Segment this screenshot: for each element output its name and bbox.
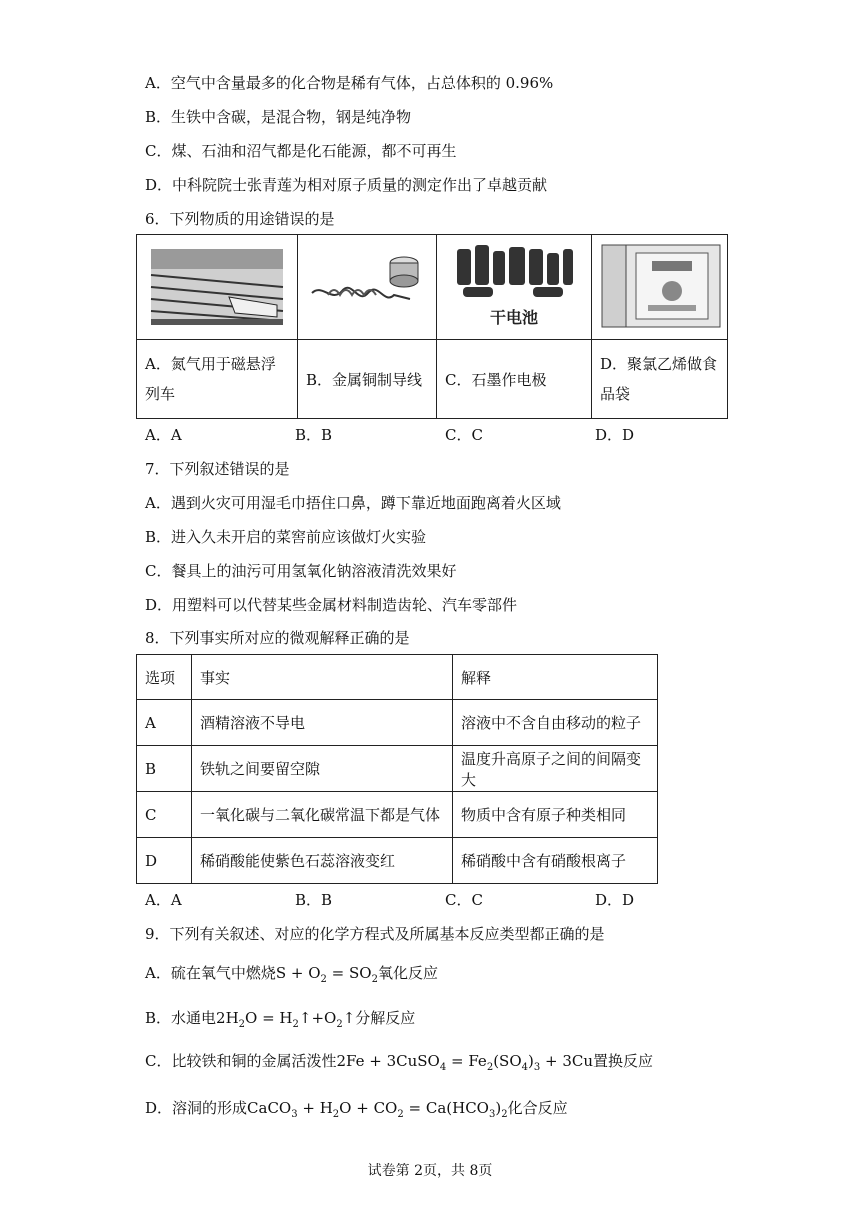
q8-option-c: C．C: [445, 891, 483, 909]
q5-option-c: C．煤、石油和沼气都是化石能源，都不可再生: [145, 142, 457, 160]
q8-cell: 稀硝酸能使紫色石蕊溶液变红: [192, 838, 453, 884]
q8-header-fact: 事实: [192, 655, 453, 700]
q9-stem: 9．下列有关叙述、对应的化学方程式及所属基本反应类型都正确的是: [145, 925, 605, 943]
q9-option-c: [145, 1051, 653, 1078]
q7-option-a: A．遇到火灾可用湿毛巾捂住口鼻，蹲下靠近地面跑离着火区域: [145, 494, 561, 512]
q6-caption-c: C．石墨作电极: [437, 340, 592, 419]
page-footer: 试卷第 2页，共 8页: [367, 1163, 493, 1179]
maglev-train-image: [137, 235, 298, 340]
table-row: [137, 746, 658, 792]
q5-option-d: D．中科院院士张青莲为相对原子质量的测定作出了卓越贡献: [145, 176, 548, 194]
q8-cell: 溶液中不含自由移动的粒子: [453, 700, 658, 746]
q8-cell: 一氧化碳与二氧化碳常温下都是气体: [192, 792, 453, 838]
q8-cell: A: [137, 700, 192, 746]
q9-b-equation: $2H_2O$ = $H_2↑+O_2↑$: [216, 1009, 356, 1030]
copper-wire-picture: [298, 235, 436, 335]
battery-label: 干电池: [489, 308, 539, 327]
q6-caption-d: D．聚氯乙烯做食品袋: [592, 340, 728, 419]
q9-d-prefix: D．溶洞的形成: [145, 1099, 248, 1117]
q8-cell: 物质中含有原子种类相同: [453, 792, 658, 838]
q9-b-type: 分解反应: [355, 1009, 416, 1027]
q7-option-c: C．餐具上的油污可用氢氧化钠溶液清洗效果好: [145, 562, 457, 580]
q9-c-equation: 2Fe + 3CuSO$_4$ = $Fe_2(SO_4)_3 + 3Cu$: [336, 1052, 594, 1073]
q6-option-b: B．B: [295, 426, 333, 444]
q8-cell: C: [137, 792, 192, 838]
q5-option-b: B．生铁中含碳，是混合物，钢是纯净物: [145, 108, 412, 126]
food-bag-image: [592, 235, 728, 340]
q9-a-equation: $S + O_2 = SO_2$: [275, 964, 378, 985]
q6-stem: 6．下列物质的用途错误的是: [145, 210, 335, 228]
q9-c-prefix: C．比较铁和铜的金属活泼性: [145, 1052, 337, 1070]
table-row: [137, 700, 658, 746]
q9-a-type: 氧化反应: [377, 964, 438, 982]
q8-cell: 温度升高原子之间的间隔变大: [453, 746, 658, 792]
q8-cell: 酒精溶液不导电: [192, 700, 453, 746]
q6-caption-b: B．金属铜制导线: [298, 340, 437, 419]
q9-option-d: [145, 1098, 568, 1125]
maglev-train-picture: [137, 235, 297, 335]
q6-option-d: D．D: [595, 426, 635, 444]
q8-cell: D: [137, 838, 192, 884]
q7-option-b: B．进入久未开启的菜窖前应该做灯火实验: [145, 528, 427, 546]
copper-wire-image: [298, 235, 437, 340]
table-row: [137, 792, 658, 838]
q9-option-a: [145, 963, 438, 990]
q8-cell: B: [137, 746, 192, 792]
food-bag-picture: [592, 235, 727, 335]
q5-option-a: A．空气中含量最多的化合物是稀有气体，占总体积的 0.96%: [145, 74, 554, 92]
battery-picture: [437, 235, 591, 335]
q8-table: [136, 654, 658, 884]
q8-option-d: D．D: [595, 891, 635, 909]
q6-image-table: [136, 234, 728, 419]
q9-b-prefix: B．水通电: [145, 1009, 217, 1027]
q8-cell: 铁轨之间要留空隙: [192, 746, 453, 792]
q8-header-explanation: 解释: [453, 655, 658, 700]
q8-option-a: A．A: [145, 891, 182, 909]
dry-battery-image: [437, 235, 592, 340]
q9-option-b: [145, 1008, 415, 1035]
q6-option-a: A．A: [145, 426, 182, 444]
q6-option-c: C．C: [445, 426, 483, 444]
q8-cell: 稀硝酸中含有硝酸根离子: [453, 838, 658, 884]
table-row: [137, 838, 658, 884]
q8-stem: 8．下列事实所对应的微观解释正确的是: [145, 629, 410, 647]
q6-caption-a: A．氮气用于磁悬浮列车: [137, 340, 298, 419]
q9-d-type: 化合反应: [507, 1099, 568, 1117]
q9-a-prefix: A．硫在氧气中燃烧: [145, 964, 276, 982]
q8-option-b: B．B: [295, 891, 333, 909]
q7-stem: 7．下列叙述错误的是: [145, 460, 290, 478]
q7-option-d: D．用塑料可以代替某些金属材料制造齿轮、汽车零部件: [145, 596, 518, 614]
q8-header-option: 选项: [137, 655, 192, 700]
q9-d-equation: CaCO$_3$ + $H_2O + CO_2 = Ca(HCO_3)_2$: [247, 1099, 508, 1120]
q9-c-type: 置换反应: [593, 1052, 654, 1070]
